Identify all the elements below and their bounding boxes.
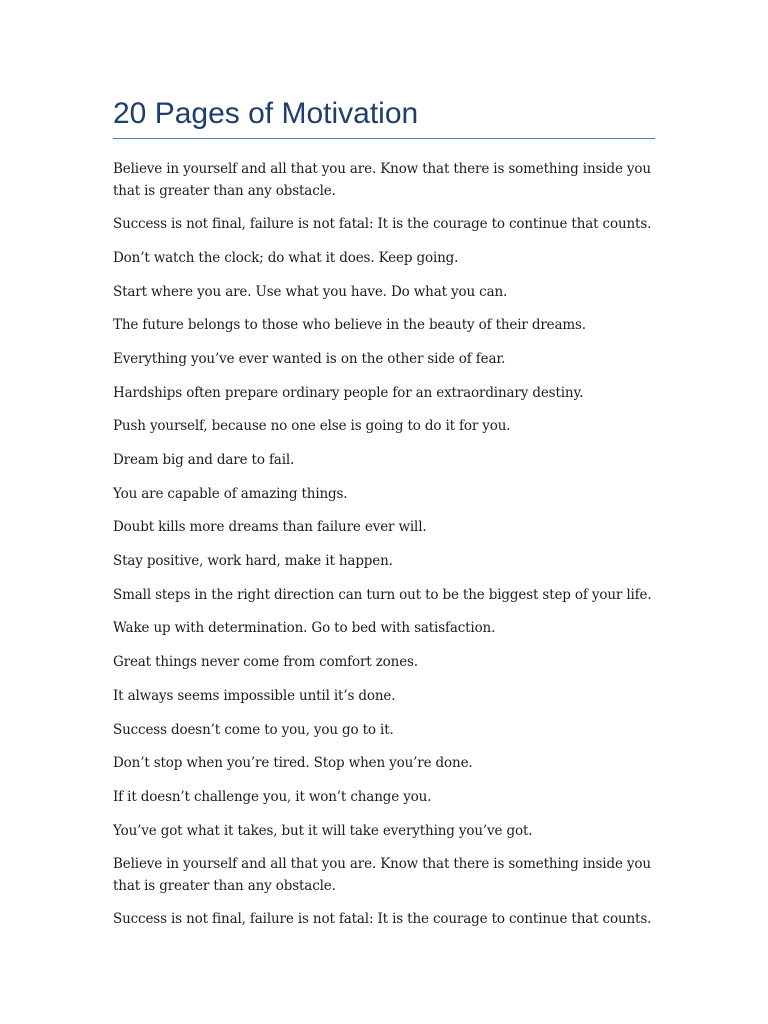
paragraph: You’ve got what it takes, but it will take everything you’ve got.	[113, 822, 533, 839]
paragraph: Wake up with determination. Go to bed with satisfaction.	[113, 620, 496, 637]
paragraph: Small steps in the right direction can turn out to be the biggest step of your life.	[113, 586, 652, 603]
document-title: 20 Pages of Motivation	[113, 97, 419, 130]
paragraph: Believe in yourself and all that you are. Know that there is something inside you that is greater than any obstacle.	[113, 161, 651, 199]
paragraph: Success is not final, failure is not fatal: It is the courage to continue that counts.	[113, 216, 652, 233]
paragraph: Doubt kills more dreams than failure ever will.	[113, 519, 427, 536]
paragraph: Success is not final, failure is not fatal: It is the courage to continue that counts.	[113, 911, 652, 928]
paragraph: It always seems impossible until it’s done.	[113, 687, 396, 704]
paragraph: Success doesn’t come to you, you go to it.	[113, 721, 394, 738]
document-body	[113, 159, 655, 931]
paragraph: Believe in yourself and all that you are. Know that there is something inside you that is greater than any obstacle.	[113, 856, 651, 894]
paragraph: Hardships often prepare ordinary people for an extraordinary destiny.	[113, 384, 584, 401]
paragraph: Push yourself, because no one else is going to do it for you.	[113, 418, 511, 435]
paragraph: Don’t watch the clock; do what it does. Keep going.	[113, 249, 459, 266]
title-divider	[113, 138, 655, 139]
paragraph: If it doesn’t challenge you, it won’t change you.	[113, 788, 432, 805]
paragraph: Everything you’ve ever wanted is on the other side of fear.	[113, 350, 506, 367]
document-page	[113, 96, 655, 943]
paragraph: Don’t stop when you’re tired. Stop when you’re done.	[113, 755, 473, 772]
paragraph: You are capable of amazing things.	[113, 485, 348, 502]
paragraph: Dream big and dare to fail.	[113, 452, 295, 468]
paragraph: The future belongs to those who believe in the beauty of their dreams.	[113, 317, 586, 334]
paragraph: Stay positive, work hard, make it happen.	[113, 553, 393, 570]
paragraph: Great things never come from comfort zones.	[113, 654, 418, 671]
paragraph: Start where you are. Use what you have. Do what you can.	[113, 283, 508, 300]
